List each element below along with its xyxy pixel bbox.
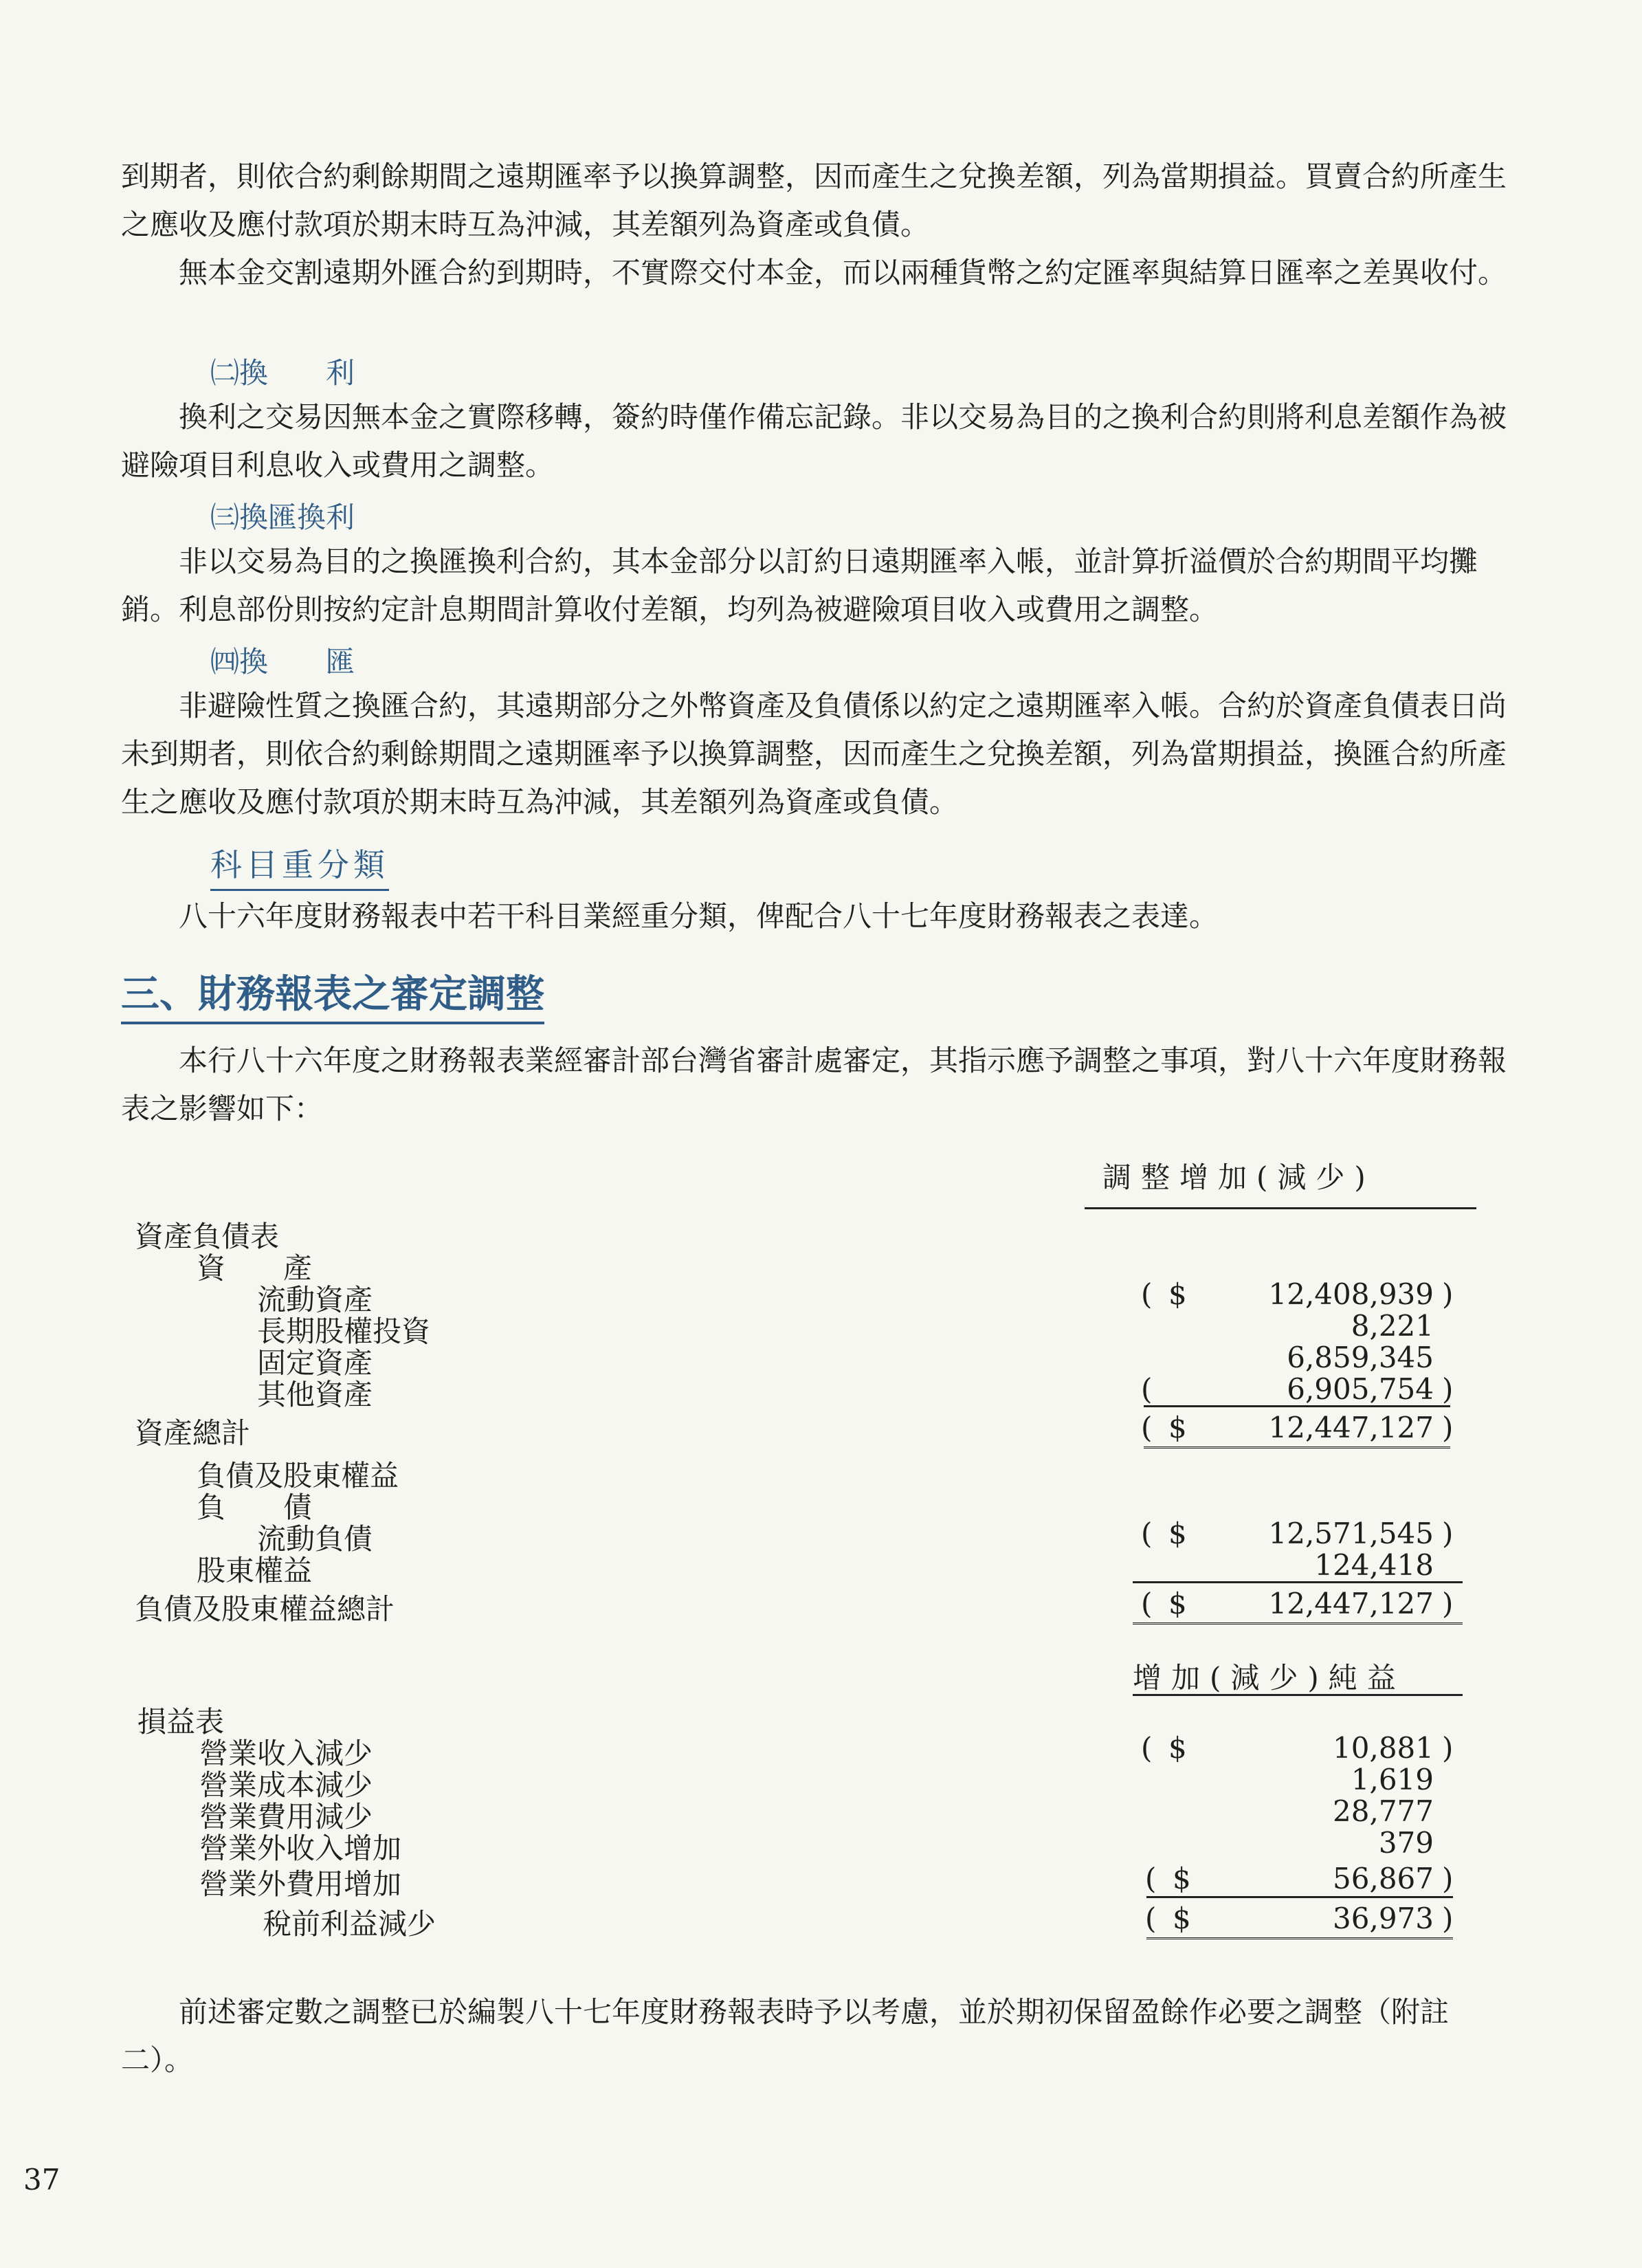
label-income-statement: 損益表 xyxy=(137,1705,225,1739)
value-total-assets: 12,447,127 xyxy=(1268,1411,1434,1444)
page-number: 37 xyxy=(23,2163,60,2197)
open-paren: ( xyxy=(1141,1517,1153,1550)
label-current-assets: 流動資產 xyxy=(257,1283,373,1317)
label-balance-sheet: 資產負債表 xyxy=(135,1220,280,1253)
paragraph-interest-rate-swap: 換利之交易因無本金之實際移轉，簽約時僅作備忘記錄。非以交易為目的之換利合約則將利息差額作為被避險項目利息收入或費用之調整。 xyxy=(121,400,1507,482)
dollar-sign: $ xyxy=(1173,1862,1191,1895)
paragraph-forward-contract-cont: 到期者，則依合約剩餘期間之遠期匯率予以換算調整，因而產生之兌換差額，列為當期損益。買賣合約所產生之應收及應付款項於期末時互為沖減，其差額列為資產或負債。 xyxy=(121,159,1507,241)
subheading-cross-currency-swap: ㈢換匯換利 xyxy=(210,500,355,534)
open-paren: ( xyxy=(1141,1277,1153,1311)
value-operating-revenue-decrease: 10,881 xyxy=(1333,1731,1434,1765)
dollar-sign: $ xyxy=(1168,1517,1187,1550)
open-paren: ( xyxy=(1145,1902,1157,1935)
close-paren: ) xyxy=(1442,1411,1454,1444)
total-double-rule xyxy=(1144,1446,1450,1451)
paragraph-fx-swap: 非避險性質之換匯合約，其遠期部分之外幣資產及負債係以約定之遠期匯率入帳。合約於資產負債表日尚未到期者，則依合約剩餘期間之遠期匯率予以換算調整，因而產生之兌換差額，列為當期損益，換匯合約所產生之應收及應付款項於期末時互為沖減，其差額列為資產或負債。 xyxy=(121,689,1507,819)
label-other-assets: 其他資產 xyxy=(257,1378,373,1411)
close-paren: ) xyxy=(1442,1862,1454,1895)
label-operating-revenue-decrease: 營業收入減少 xyxy=(199,1737,373,1770)
close-paren: ) xyxy=(1442,1372,1454,1406)
label-nonoperating-revenue-increase: 營業外收入增加 xyxy=(199,1831,402,1865)
close-paren: ) xyxy=(1442,1902,1454,1935)
close-paren: ) xyxy=(1442,1731,1454,1765)
subtotal-rule xyxy=(1146,1896,1453,1898)
label-assets: 資 產 xyxy=(197,1251,313,1285)
column-heading-adjustment: 調整增加(減少) xyxy=(1102,1160,1375,1194)
total-double-rule xyxy=(1146,1937,1453,1942)
open-paren: ( xyxy=(1141,1731,1153,1765)
section-title-audit-adjustments: 三、財務報表之審定調整 xyxy=(121,964,544,1019)
subheading-interest-rate-swap: ㈡換 利 xyxy=(210,356,355,390)
paragraph-ndf: 無本金交割遠期外匯合約到期時，不實際交付本金，而以兩種貨幣之約定匯率與結算日匯率之差異收付。 xyxy=(179,256,1507,289)
dollar-sign: $ xyxy=(1168,1277,1187,1311)
label-total-liabilities-equity: 負債及股東權益總計 xyxy=(135,1592,395,1626)
label-liabilities: 負 債 xyxy=(197,1490,313,1524)
close-paren: ) xyxy=(1442,1517,1454,1550)
close-paren: ) xyxy=(1442,1587,1454,1620)
column-heading-underline xyxy=(1085,1207,1476,1209)
label-liabilities-equity: 負債及股東權益 xyxy=(197,1459,399,1493)
label-fixed-assets: 固定資產 xyxy=(257,1346,373,1380)
value-total-liabilities-equity: 12,447,127 xyxy=(1268,1587,1434,1620)
close-paren: ) xyxy=(1442,1277,1454,1311)
label-lt-equity-investment: 長期股權投資 xyxy=(257,1314,431,1348)
dollar-sign: $ xyxy=(1168,1411,1187,1444)
paragraph-audit-intro: 本行八十六年度之財務報表業經審計部台灣省審計處審定，其指示應予調整之事項，對八十六年度財務報表之影響如下： xyxy=(121,1044,1507,1125)
label-current-liabilities: 流動負債 xyxy=(257,1522,373,1556)
value-lt-equity-investment: 8,221 xyxy=(1351,1309,1434,1343)
dollar-sign: $ xyxy=(1173,1902,1191,1935)
open-paren: ( xyxy=(1141,1587,1153,1620)
label-pretax-income-decrease: 稅前利益減少 xyxy=(263,1907,436,1941)
label-shareholders-equity: 股東權益 xyxy=(197,1554,313,1587)
value-nonoperating-expense-increase: 56,867 xyxy=(1333,1862,1434,1895)
subheading-reclassification: 科目重分類 xyxy=(210,840,389,885)
value-shareholders-equity: 124,418 xyxy=(1314,1548,1434,1582)
label-nonoperating-expense-increase: 營業外費用增加 xyxy=(199,1867,402,1901)
dollar-sign: $ xyxy=(1168,1587,1187,1620)
subheading-fx-swap: ㈣換 匯 xyxy=(210,645,355,679)
value-operating-expense-decrease: 28,777 xyxy=(1333,1794,1434,1828)
subtotal-rule xyxy=(1144,1405,1450,1407)
label-total-assets: 資產總計 xyxy=(135,1416,251,1450)
value-operating-cost-decrease: 1,619 xyxy=(1351,1763,1434,1796)
value-pretax-income-decrease: 36,973 xyxy=(1333,1902,1434,1935)
paragraph-closing: 前述審定數之調整已於編製八十七年度財務報表時予以考慮，並於期初保留盈餘作必要之調整（附註二）。 xyxy=(121,1995,1450,2077)
column-heading-net-income: 增加(減少)純益 xyxy=(1133,1661,1406,1695)
label-operating-cost-decrease: 營業成本減少 xyxy=(199,1768,373,1802)
open-paren: ( xyxy=(1141,1411,1153,1444)
value-current-assets: 12,408,939 xyxy=(1268,1277,1434,1311)
dollar-sign: $ xyxy=(1168,1731,1187,1765)
paragraph-cross-currency-swap: 非以交易為目的之換匯換利合約，其本金部分以訂約日遠期匯率入帳，並計算折溢價於合約期間平均攤銷。利息部份則按約定計息期間計算收付差額，均列為被避險項目收入或費用之調整。 xyxy=(121,544,1478,626)
open-paren: ( xyxy=(1145,1862,1157,1895)
label-operating-expense-decrease: 營業費用減少 xyxy=(199,1800,373,1834)
value-other-assets: 6,905,754 xyxy=(1287,1372,1434,1406)
open-paren: ( xyxy=(1141,1372,1153,1406)
total-double-rule xyxy=(1133,1622,1463,1627)
paragraph-reclassification: 八十六年度財務報表中若干科目業經重分類，俾配合八十七年度財務報表之表達。 xyxy=(179,899,1219,933)
value-current-liabilities: 12,571,545 xyxy=(1268,1517,1434,1550)
column-heading-underline xyxy=(1133,1694,1463,1696)
value-fixed-assets: 6,859,345 xyxy=(1287,1341,1434,1374)
subtotal-rule xyxy=(1133,1581,1463,1583)
value-nonoperating-revenue-increase: 379 xyxy=(1378,1826,1434,1860)
